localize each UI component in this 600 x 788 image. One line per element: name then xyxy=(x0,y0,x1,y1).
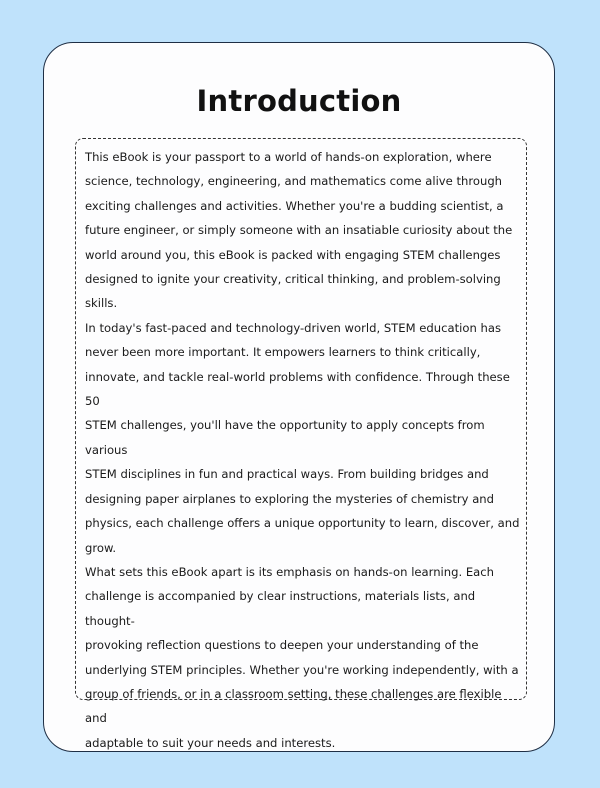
intro-text-box xyxy=(75,138,527,750)
page-card xyxy=(43,42,555,752)
intro-paragraph-1: This eBook is your passport to a world of hands-on exploration, where science, technology, engineering, and mathematics come alive through exciting challenges and activities. Whether you're a budding scientist, a future engineer, or simply someone with an insatiable curiosity about the world around you, this eBook is packed with engaging STEM challenges designed to ignite your creativity, critical thinking, and problem-solving skills. xyxy=(85,150,513,311)
intro-paragraph-2: In today's fast-paced and technology-driven world, STEM education has never been more important. It empowers learners to think critically, innovate, and tackle real-world problems with confidence. Through these 50 STEM challenges, you'll have the opportunity to apply concepts from various STEM disciplines in fun and practical ways. From building bridges and designing paper airplanes to exploring the mysteries of chemistry and physics, each challenge offers a unique opportunity to learn, discover, and grow. xyxy=(85,320,520,555)
page-title: Introduction xyxy=(196,84,402,118)
intro-paragraph-3: What sets this eBook apart is its emphasis on hands-on learning. Each challenge is accompanied by clear instructions, materials lists, and thought- provoking reflection questions to deepen your understanding of the underlying STEM principles. Whether you're working independently, with a group of friends, or in a classroom setting, these challenges are flexible and adaptable to suit your needs and interests. xyxy=(85,564,519,750)
